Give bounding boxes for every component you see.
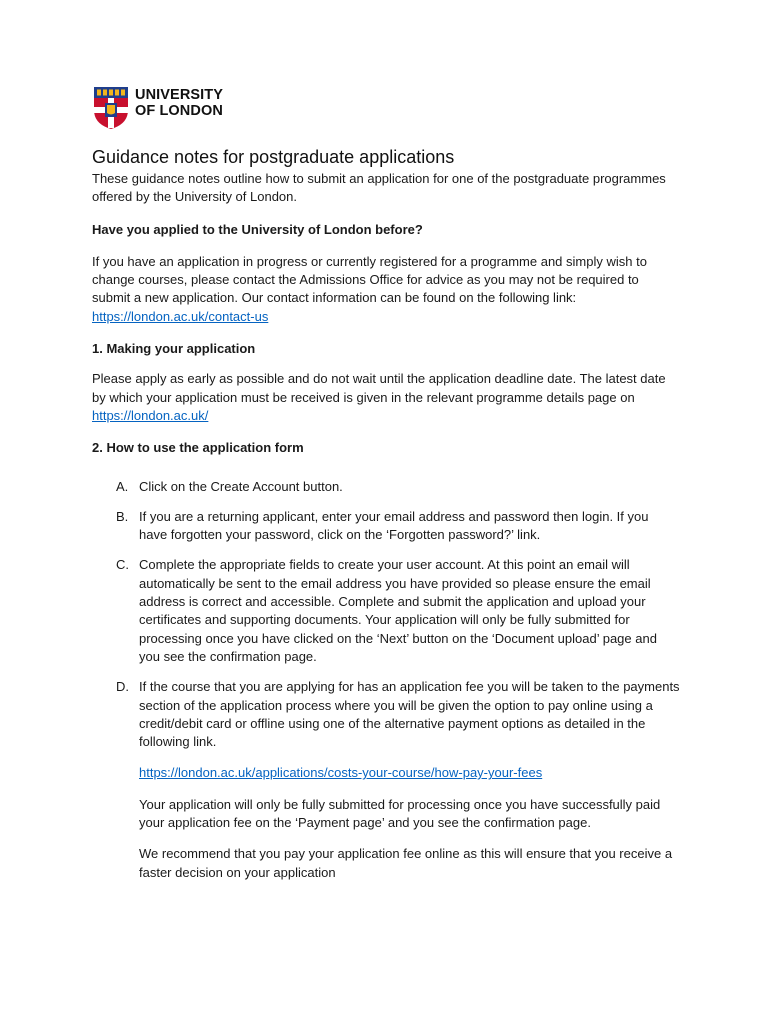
list-item-text: Click on the Create Account button.: [139, 478, 343, 494]
list-item: [92, 556, 680, 666]
list-marker: D.: [116, 679, 129, 695]
university-website-link[interactable]: https://london.ac.uk/: [92, 407, 209, 423]
how-pay-fees-link[interactable]: https://london.ac.uk/applications/costs-your-course/how-pay-your-fees: [139, 765, 543, 781]
list-item-text: If the course that you are applying for has an application fee you will be taken to the payments section of the application process where you will be given the option to pay online using a credit/debit card or offline using one of the alternative payment options as detailed in the following link.: [139, 679, 680, 750]
intro-paragraph: These guidance notes outline how to submit an application for one of the postgraduate programmes offered by the University of London.: [92, 171, 666, 205]
fees-paragraph-2: We recommend that you pay your application fee online as this will ensure that you receive a faster decision on your application: [139, 846, 673, 880]
question-paragraph: [92, 253, 680, 326]
list-marker: A.: [116, 478, 129, 494]
question-heading: Have you applied to the University of London before?: [92, 221, 423, 237]
fees-link-paragraph: [139, 764, 680, 782]
document-body: [92, 146, 680, 894]
fees-paragraph-1: Your application will only be fully submitted for processing once you have successfully paid your application fee on the ‘Payment page’ and you see the confirmation page.: [139, 796, 661, 831]
question-text: If you have an application in progress or currently registered for a programme and simply wish to change courses, please contact the Admissions Office for advice as you may not be required to submit a new application. Our contact information can be found on the following link:: [92, 253, 647, 306]
logo-line-2: OF LONDON: [135, 103, 223, 119]
section-2-heading: 2. How to use the application form: [92, 440, 304, 456]
contact-us-link[interactable]: https://london.ac.uk/contact-us: [92, 308, 269, 324]
document-title: Guidance notes for postgraduate applications: [92, 147, 455, 167]
list-item-text: Complete the appropriate fields to create your user account. At this point an email will automatically be sent to the email address you have provided so please ensure the email address is correct and accessible. Complete and submit the application and upload your certificates and supporting documents. Your application will only be fully submitted for processing once you have clicked on the ‘Next’ button on the ‘Document upload’ page and you see the confirmation page.: [139, 557, 657, 664]
application-steps-list: [92, 478, 680, 882]
university-logo: [93, 86, 223, 130]
list-marker: C.: [116, 557, 129, 573]
list-item: [92, 508, 680, 545]
list-item-text: If you are a returning applicant, enter your email address and password then login. If you have forgotten your password, click on the ‘Forgotten password?’ link.: [139, 508, 649, 543]
list-item: [92, 678, 680, 882]
section-1-heading: 1. Making your application: [92, 341, 256, 357]
list-marker: B.: [116, 508, 129, 524]
section-1-paragraph: [92, 370, 680, 425]
university-crest-icon: [93, 86, 129, 130]
list-item: [92, 478, 680, 496]
logo-line-1: UNIVERSITY: [135, 87, 224, 103]
section-1-text: Please apply as early as possible and do not wait until the application deadline date. The latest date by which your application must be received is given in the relevant programme details page on: [92, 371, 666, 405]
